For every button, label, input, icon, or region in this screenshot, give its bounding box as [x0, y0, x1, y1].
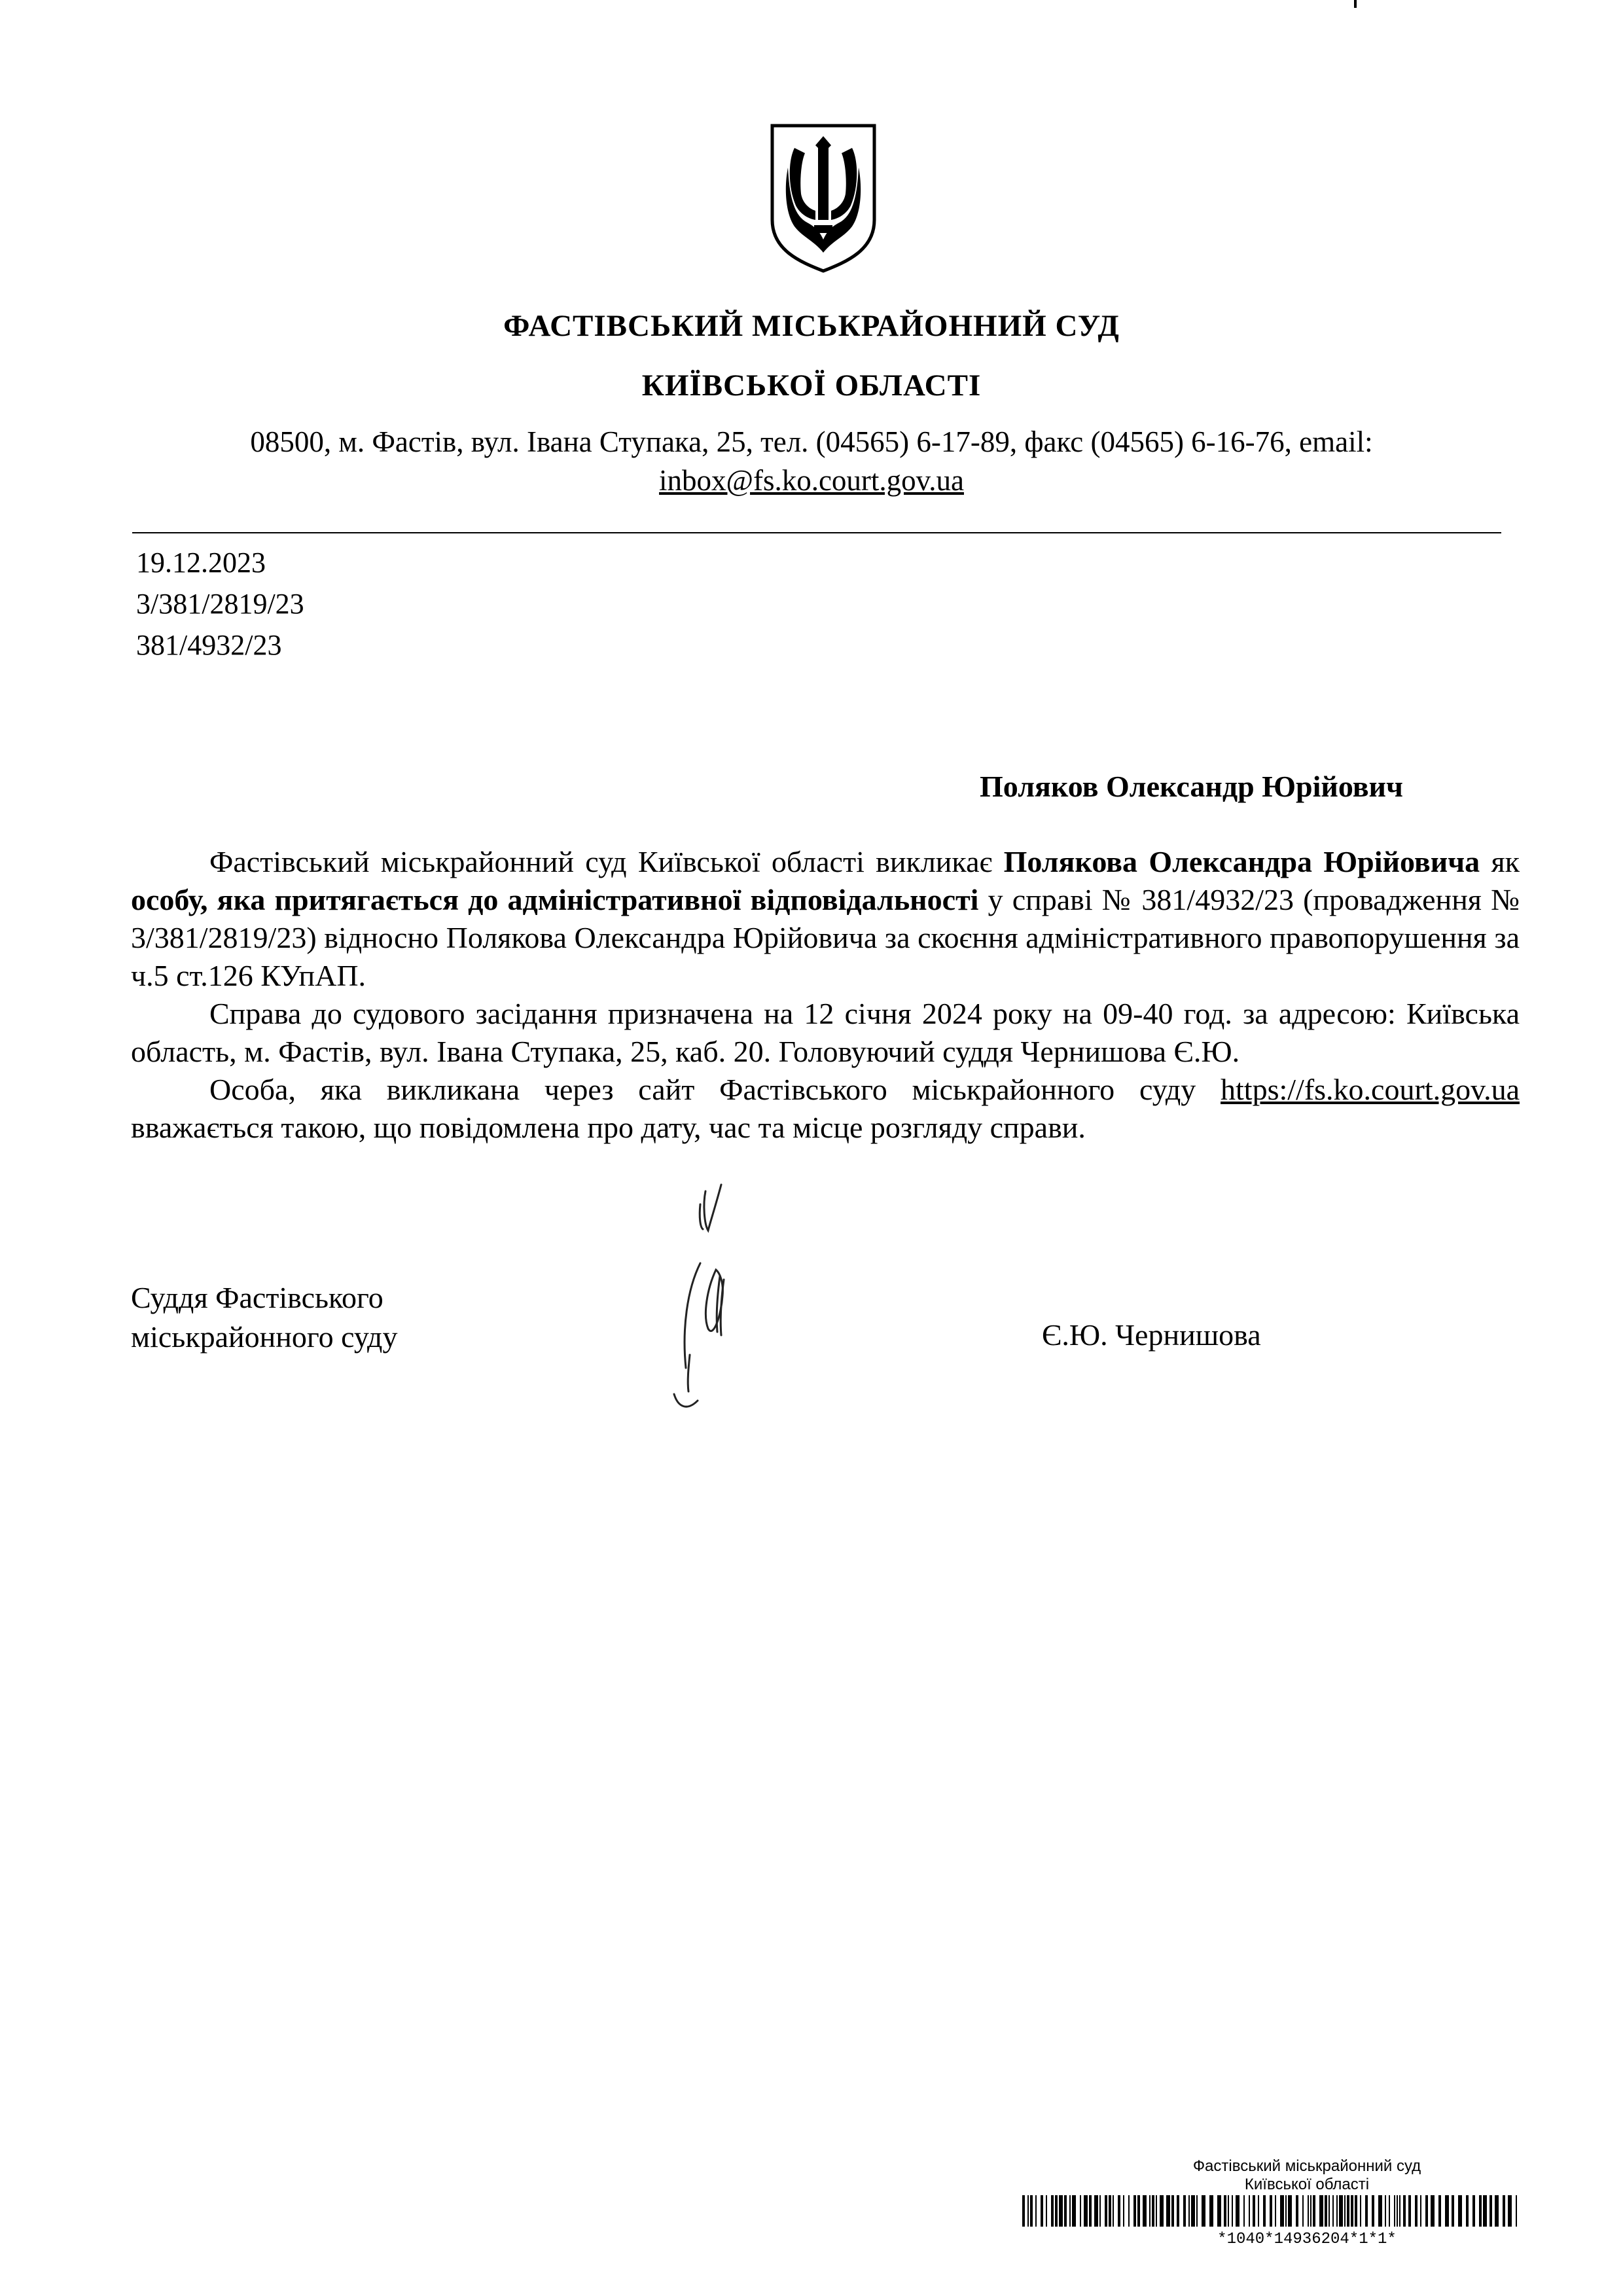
barcode-bar: [1059, 2195, 1063, 2227]
barcode-bar: [1143, 2195, 1147, 2227]
paragraph-notice: [131, 1071, 1520, 1147]
barcode-bar: [1051, 2195, 1054, 2227]
barcode-bar: [1425, 2195, 1428, 2227]
barcode-bar: [1438, 2195, 1441, 2227]
barcode-bar: [1232, 2195, 1233, 2227]
barcode-bar: [1288, 2195, 1292, 2227]
barcode-bar: [1378, 2195, 1382, 2227]
barcode-bar: [1094, 2195, 1098, 2227]
barcode-bar: [1171, 2195, 1174, 2227]
barcode-bar: [1177, 2195, 1179, 2227]
p3-end: вважається такою, що повідомлена про дату, час та місце розгляду справи.: [131, 1111, 1086, 1144]
barcode-bar: [1365, 2195, 1368, 2227]
barcode-bar: [1253, 2195, 1255, 2227]
barcode-bar: [1466, 2195, 1469, 2227]
barcode-bar: [1495, 2195, 1499, 2227]
p1-as: як: [1480, 845, 1520, 878]
barcode-bar: [1128, 2195, 1130, 2227]
barcode-bar: [1445, 2195, 1449, 2227]
barcode-bar: [1236, 2195, 1240, 2227]
barcode-number: *1040*14936204*1*1*: [1217, 2231, 1397, 2248]
barcode-bar: [1166, 2195, 1170, 2227]
document-date: 19.12.2023: [136, 547, 266, 579]
barcode-bar: [1313, 2195, 1315, 2227]
header-divider: [132, 532, 1501, 533]
barcode-bar: [1420, 2195, 1421, 2227]
barcode-bar: [1123, 2195, 1124, 2227]
barcode-bar: [1072, 2195, 1076, 2227]
barcode-bar: [1479, 2195, 1482, 2227]
barcode-bar: [1152, 2195, 1154, 2227]
barcode-bar: [1280, 2195, 1284, 2227]
court-name-line2: КИЇВСЬКОЇ ОБЛАСТІ: [641, 368, 982, 403]
barcode-bar: [1027, 2195, 1029, 2227]
p1-name: Полякова Олександра Юрійовича: [1003, 845, 1480, 878]
p3-start: Особа, яка викликана через сайт Фастівського міськрайонного суду: [209, 1073, 1221, 1106]
barcode-bar: [1030, 2195, 1033, 2227]
barcode-bar: [1270, 2195, 1272, 2227]
barcode-bar: [1360, 2195, 1361, 2227]
barcode-bar: [1064, 2195, 1067, 2227]
barcode-bar: [1046, 2195, 1047, 2227]
document-meta: [136, 542, 304, 666]
barcode-bar: [1516, 2195, 1517, 2227]
barcode-bar: [1275, 2195, 1276, 2227]
addressee-name: Поляков Олександр Юрійович: [980, 770, 1403, 803]
judge-name: Є.Ю. Чернишова: [1042, 1318, 1261, 1352]
barcode-bar: [1055, 2195, 1058, 2227]
barcode-bar: [1336, 2195, 1338, 2227]
barcode-bar: [1508, 2195, 1512, 2227]
barcode-bar: [1351, 2195, 1353, 2227]
barcode-bar: [1431, 2195, 1435, 2227]
barcode-bar: [1188, 2195, 1190, 2227]
barcode-bar: [1258, 2195, 1259, 2227]
barcode-bar: [1202, 2195, 1205, 2227]
barcode-bar: [1099, 2195, 1101, 2227]
barcode-bar: [1302, 2195, 1304, 2227]
barcode-bar: [1149, 2195, 1150, 2227]
barcode-bar: [1329, 2195, 1330, 2227]
stamp-court-name: Фастівський міськрайонний суд: [1192, 2157, 1421, 2175]
barcode-bar: [1408, 2195, 1411, 2227]
barcode-bar: [1296, 2195, 1298, 2227]
barcode-bar: [1118, 2195, 1120, 2227]
barcode-bar: [1224, 2195, 1226, 2227]
barcode-bar: [1228, 2195, 1229, 2227]
court-name-line1: ФАСТІВСЬКИЙ МІСЬКРАЙОННИЙ СУД: [503, 309, 1120, 343]
barcode-bar: [1160, 2195, 1164, 2227]
court-address: 08500, м. Фастів, вул. Івана Ступака, 25, тел. (04565) 6-17-89, факс (04565) 6-16-76, email:: [250, 425, 1373, 458]
barcode-bar: [1399, 2195, 1400, 2227]
barcode-bar: [1109, 2195, 1111, 2227]
barcode-bar: [1217, 2195, 1221, 2227]
barcode-bar: [1403, 2195, 1406, 2227]
judge-title-line1: Суддя Фастівського: [131, 1281, 383, 1314]
p1-start: Фастівський міськрайонний суд Київської області викликає: [209, 845, 1004, 878]
barcode-bar: [1489, 2195, 1492, 2227]
barcode-bar: [1344, 2195, 1346, 2227]
barcode-bar: [1308, 2195, 1309, 2227]
scan-mark: [1354, 0, 1357, 8]
barcode-bar: [1113, 2195, 1114, 2227]
barcode-bar: [1397, 2195, 1398, 2227]
barcode-bar: [1084, 2195, 1088, 2227]
barcode-bar: [1483, 2195, 1487, 2227]
case-number: 381/4932/23: [136, 629, 282, 661]
outgoing-number: 3/381/2819/23: [136, 588, 304, 620]
barcode-bar: [1156, 2195, 1157, 2227]
barcode-bar: [1415, 2195, 1418, 2227]
barcode-bar: [1319, 2195, 1323, 2227]
barcode-bar: [1243, 2195, 1245, 2227]
court-website-link[interactable]: https://fs.ko.court.gov.ua: [1221, 1073, 1520, 1106]
summons-body: [131, 843, 1520, 1147]
stamp-region: Київської області: [1244, 2176, 1370, 2193]
barcode-bar: [1452, 2195, 1454, 2227]
barcode-bar: [1385, 2195, 1386, 2227]
barcode-bar: [1133, 2195, 1136, 2227]
barcode-bar: [1372, 2195, 1374, 2227]
barcode-bar: [1196, 2195, 1198, 2227]
barcode-bar: [1080, 2195, 1081, 2227]
judge-title-line2: міськрайонного суду: [131, 1320, 398, 1354]
barcode-bar: [1339, 2195, 1343, 2227]
barcode-bar: [1249, 2195, 1250, 2227]
paragraph-hearing: Справа до судового засідання призначена на 12 січня 2024 року на 09-40 год. за адресою: Київська область, м. Фастів, вул. Івана Ступака, 25, каб. 20. Головуючий суддя Чернишова Є.Ю.: [131, 997, 1520, 1068]
barcode-bar: [1137, 2195, 1140, 2227]
barcode-bar: [1472, 2195, 1475, 2227]
barcode-bar: [1069, 2195, 1071, 2227]
barcode-bar: [1105, 2195, 1107, 2227]
court-email-link[interactable]: inbox@fs.ko.court.gov.ua: [659, 464, 964, 497]
handwritten-signature: [648, 1158, 779, 1433]
judge-title: [131, 1278, 397, 1357]
barcode-bar: [1285, 2195, 1287, 2227]
barcode-bar: [1389, 2195, 1390, 2227]
barcode-bar: [1089, 2195, 1092, 2227]
barcode-bar: [1183, 2195, 1186, 2227]
coat-of-arms-icon: [768, 122, 878, 274]
p1-end: у справі № 381/4932/23 (провадження № 3/381/2819/23) відносно Полякова Олександра Юрійовича за скоєння адміністративного правопорушення за ч.5 ст.126 КУпАП.: [131, 883, 1520, 992]
barcode-bar: [1041, 2195, 1043, 2227]
barcode-bar: [1355, 2195, 1357, 2227]
barcode-bar: [1325, 2195, 1327, 2227]
barcode-bar: [1263, 2195, 1266, 2227]
p1-role: особу, яка притягається до адміністративної відповідальності: [131, 883, 979, 916]
barcode-bar: [1191, 2195, 1195, 2227]
barcode-bar: [1310, 2195, 1311, 2227]
paragraph-summons: [131, 843, 1520, 995]
barcode-bar: [1347, 2195, 1349, 2227]
barcode-bar: [1394, 2195, 1395, 2227]
barcode-bar: [1022, 2195, 1025, 2227]
barcode-bar: [1503, 2195, 1505, 2227]
barcode-bar: [1035, 2195, 1037, 2227]
barcode-bar: [1458, 2195, 1462, 2227]
barcode-bar: [1209, 2195, 1213, 2227]
barcode-bar: [1332, 2195, 1334, 2227]
barcode: [1022, 2195, 1520, 2227]
